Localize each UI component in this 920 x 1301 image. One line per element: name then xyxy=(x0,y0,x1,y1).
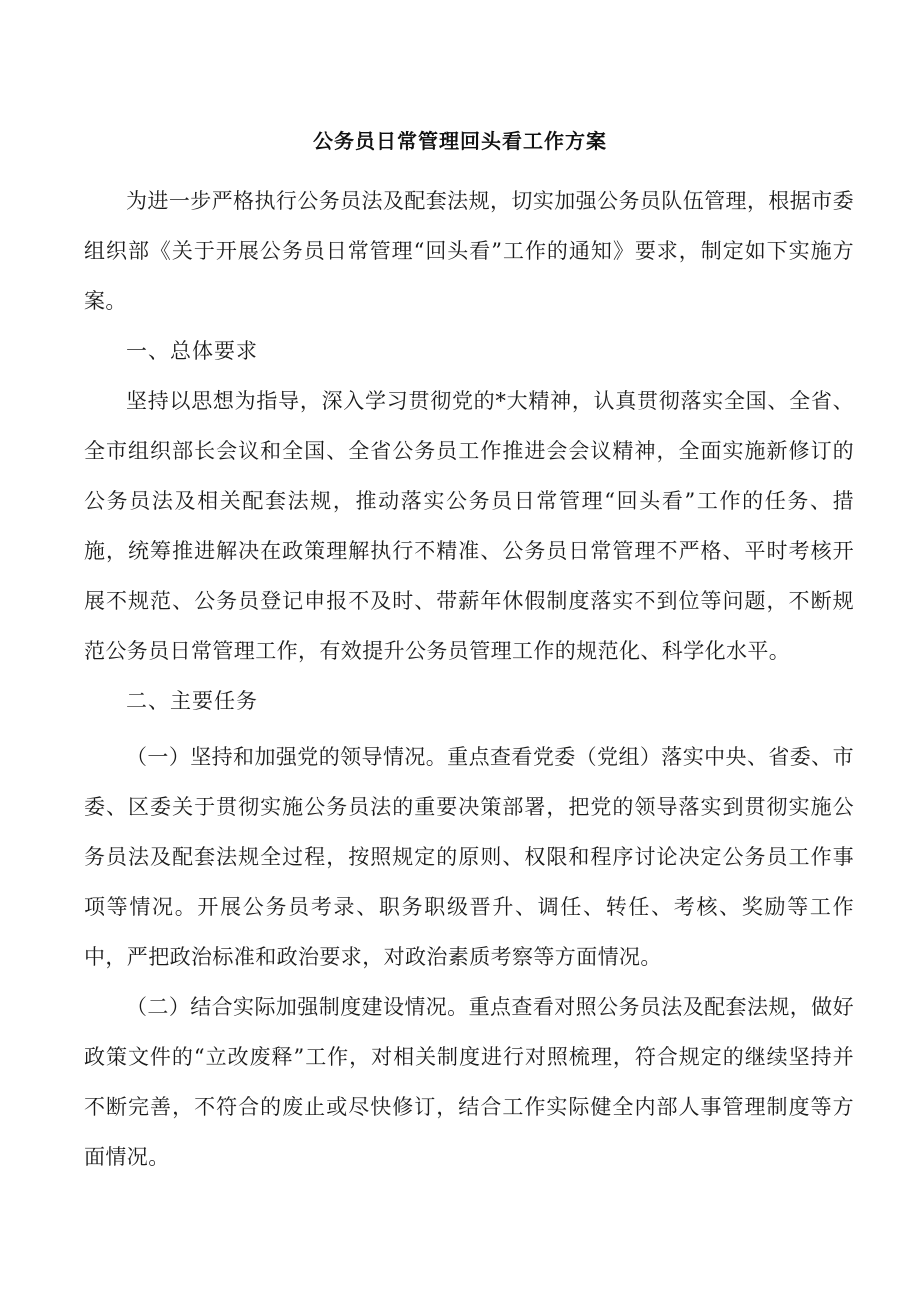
task-2-paragraph: （二）结合实际加强制度建设情况。重点查看对照公务员法及配套法规，做好政策文件的“立改废释”工作，对相关制度进行对照梳理，符合规定的继续坚持并不断完善，不符合的废止或尽快修订，结合工作实际健全内部人事管理制度等方面情况。 xyxy=(84,995,854,1169)
task-1-paragraph: （一）坚持和加强党的领导情况。重点查看党委（党组）落实中央、省委、市委、区委关于贯彻实施公务员法的重要决策部署，把党的领导落实到贯彻实施公务员法及配套法规全过程，按照规定的原则、权限和程序讨论决定公务员工作事项等情况。开展公务员考录、职务职级晋升、调任、转任、考核、奖励等工作中，严把政治标准和政治要求，对政治素质考察等方面情况。 xyxy=(84,745,854,969)
section-heading-general-requirements: 一、总体要求 xyxy=(126,339,258,363)
intro-paragraph: 为进一步严格执行公务员法及配套法规，切实加强公务员队伍管理，根据市委组织部《关于开展公务员日常管理“回头看”工作的通知》要求，制定如下实施方案。 xyxy=(84,189,854,313)
section-heading-main-tasks: 二、主要任务 xyxy=(126,689,258,713)
general-requirements-paragraph: 坚持以思想为指导，深入学习贯彻党的*大精神，认真贯彻落实全国、全省、全市组织部长会议和全国、全省公务员工作推进会会议精神，全面实施新修订的公务员法及相关配套法规，推动落实公务员日常管理“回头看”工作的任务、措施，统筹推进解决在政策理解执行不精准、公务员日常管理不严格、平时考核开展不规范、公务员登记申报不及时、带薪年休假制度落实不到位等问题，不断规范公务员日常管理工作，有效提升公务员管理工作的规范化、科学化水平。 xyxy=(84,389,854,663)
document-title: 公务员日常管理回头看工作方案 xyxy=(313,129,607,153)
document-body xyxy=(84,176,854,1182)
